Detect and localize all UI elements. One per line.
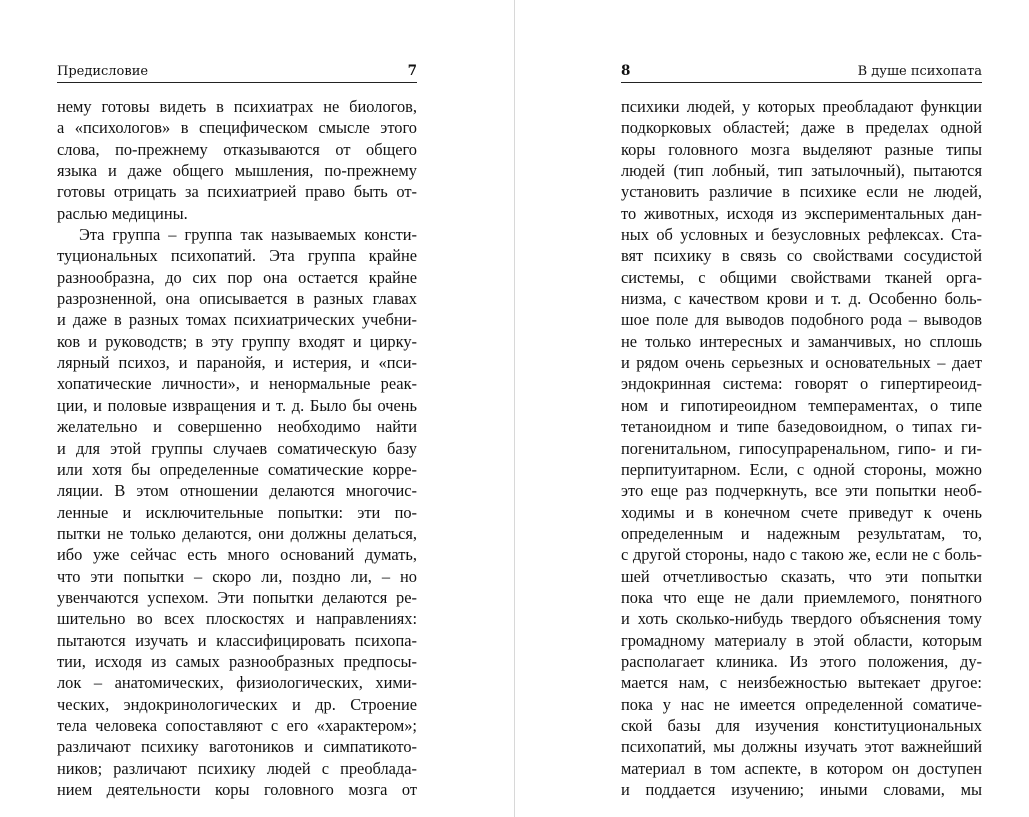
text-line: раслью медицины. bbox=[57, 203, 188, 223]
text-line: ков и руководств; в эту группу входят и цирку- bbox=[57, 331, 417, 351]
text-line: тетаноидном и типе базедовоидном, о типах ги- bbox=[621, 417, 982, 437]
text-line: шительно во всех плоскостях и направлениях: bbox=[57, 609, 417, 629]
text-line: определенным и надежным результатам, то, bbox=[621, 523, 982, 543]
text-line: нием деятельности коры головного мозга от bbox=[57, 780, 417, 799]
text-line: низма, с качеством крови и т. д. Особенно боль- bbox=[621, 289, 982, 309]
text-line: пытаются изучать и классифицировать психопа- bbox=[57, 630, 417, 650]
text-line: то животных, исходя из экспериментальных дан- bbox=[621, 203, 982, 223]
text-line: готовы отрицать за психиатрией право быть от- bbox=[57, 182, 417, 202]
text-line: материал в том аспекте, в котором он доступен bbox=[621, 758, 982, 778]
left-page bbox=[57, 0, 417, 817]
text-line: различают психику ваготоников и симпатикото- bbox=[57, 737, 417, 757]
text-line: ской базы для изучения конституциональных bbox=[621, 715, 982, 735]
text-line: и для этой группы случаев соматическую базу bbox=[57, 438, 417, 458]
text-line: ном и гипотиреоидном темпераментах, о типе bbox=[621, 395, 982, 415]
text-line: ников; различают психику людей с преоблада- bbox=[57, 758, 417, 778]
text-line: это еще раз подчеркнуть, все эти попытки необ- bbox=[621, 481, 982, 501]
text-line: ных об условных и безусловных рефлексах. Ста- bbox=[621, 225, 982, 245]
text-line: располагает клиника. Из этого положения, ду- bbox=[621, 651, 982, 671]
text-line: погенитальном, гипосупраренальном, гипо- и ги- bbox=[621, 438, 982, 458]
text-line: не только интересных и заманчивых, но сплошь bbox=[621, 331, 982, 351]
text-line: ческих, эндокринологических и др. Строение bbox=[57, 694, 417, 714]
text-line: с другой стороны, надо с такою же, если не с боль- bbox=[621, 545, 982, 565]
text-line: ляции. В этом отношении делаются многочис- bbox=[57, 481, 417, 501]
running-title-right: В душе психопата bbox=[857, 64, 982, 79]
body-text-right bbox=[621, 96, 982, 800]
text-line: пока что еще не дали приемлемого, понятного bbox=[621, 587, 982, 607]
text-line: шое поле для выводов подобного рода – выводов bbox=[621, 310, 982, 330]
text-line: ции, и половые извращения и т. д. Было бы очень bbox=[57, 395, 417, 415]
text-line: коры головного мозга выделяют разные типы bbox=[621, 139, 982, 159]
text-line: и хоть сколько-нибудь твердого объяснения тому bbox=[621, 609, 982, 629]
text-line: а «психологов» в специфическом смысле этого bbox=[57, 118, 417, 138]
text-line: ходимы и в конечном счете приведут к очень bbox=[621, 502, 982, 522]
text-line: системы, с общими свойствами тканей орга- bbox=[621, 267, 982, 287]
page-gutter bbox=[514, 0, 515, 817]
text-line: установить различие в психике если не людей, bbox=[621, 182, 982, 202]
right-page bbox=[621, 0, 982, 817]
text-line: увенчаются успехом. Эти попытки делаются ре- bbox=[57, 587, 417, 607]
running-title-left: Предисловие bbox=[57, 64, 149, 79]
text-line: лок – анатомических, физиологических, хими- bbox=[57, 673, 417, 693]
text-line: разнообразна, до сих пор она остается крайне bbox=[57, 267, 417, 287]
text-line: тела человека сопоставляют с его «характером»; bbox=[57, 715, 417, 735]
text-line: желательно и совершенно необходимо найти bbox=[57, 417, 417, 437]
text-line: и даже в разных томах психиатрических учебни- bbox=[57, 310, 417, 330]
text-line: психопатий, мы должны изучать этот важнейший bbox=[621, 737, 982, 757]
text-line: нему готовы видеть в психиатрах не биологов, bbox=[57, 97, 417, 116]
text-line: мается нам, с неизбежностью вытекает другое: bbox=[621, 673, 982, 693]
text-line: пока у нас не имеется определенной соматиче- bbox=[621, 694, 982, 714]
text-line: ибо уже сейчас есть много оснований думать, bbox=[57, 545, 417, 565]
text-line: психики людей, у которых преобладают функции bbox=[621, 97, 982, 116]
text-line: громадному материалу в этой области, которым bbox=[621, 630, 982, 650]
text-line: людей (тип лобный, тип затылочный), пытаются bbox=[621, 161, 982, 181]
text-line: хопатические личности», и ненормальные реак- bbox=[57, 374, 417, 394]
text-line: шей отчетливостью сказать, что эти попытки bbox=[621, 566, 982, 586]
text-line: слова, по-прежнему отказываются от общего bbox=[57, 139, 417, 159]
text-line: языка и даже общего мышления, по-прежнему bbox=[57, 161, 417, 181]
running-head-right bbox=[621, 62, 982, 83]
text-line: Эта группа – группа так называемых консти- bbox=[79, 225, 417, 245]
text-line: подкорковых областей; даже в пределах одной bbox=[621, 118, 982, 138]
text-line: перпитуитарном. Если, с одной стороны, можно bbox=[621, 459, 982, 479]
text-line: разрозненной, она описывается в разных главах bbox=[57, 289, 417, 309]
text-line: туциональных психопатий. Эта группа крайне bbox=[57, 246, 417, 266]
text-line: или хотя бы определенные соматические корре- bbox=[57, 459, 417, 479]
page-number-left: 7 bbox=[407, 63, 417, 79]
text-line: лярный психоз, и паранойя, и истерия, и «пси- bbox=[57, 353, 417, 373]
text-line: эндокринная система: говорят о гипертиреоид- bbox=[621, 374, 982, 394]
body-text-left bbox=[57, 96, 417, 800]
text-line: и поддается изучению; иными словами, мы bbox=[621, 780, 982, 799]
text-line: пытки не только делаются, они должны делаться, bbox=[57, 523, 417, 543]
page-number-right: 8 bbox=[621, 63, 631, 79]
text-line: и рядом очень серьезных и основательных – дает bbox=[621, 353, 982, 373]
text-line: тии, исходя из самых разнообразных предпосы- bbox=[57, 651, 417, 671]
text-line: вят психику в связь со свойствами сосудистой bbox=[621, 246, 982, 266]
running-head-left bbox=[57, 62, 417, 83]
text-line: что эти попытки – скоро ли, поздно ли, – но bbox=[57, 566, 417, 586]
text-line: ленные и исключительные попытки: эти по- bbox=[57, 502, 417, 522]
